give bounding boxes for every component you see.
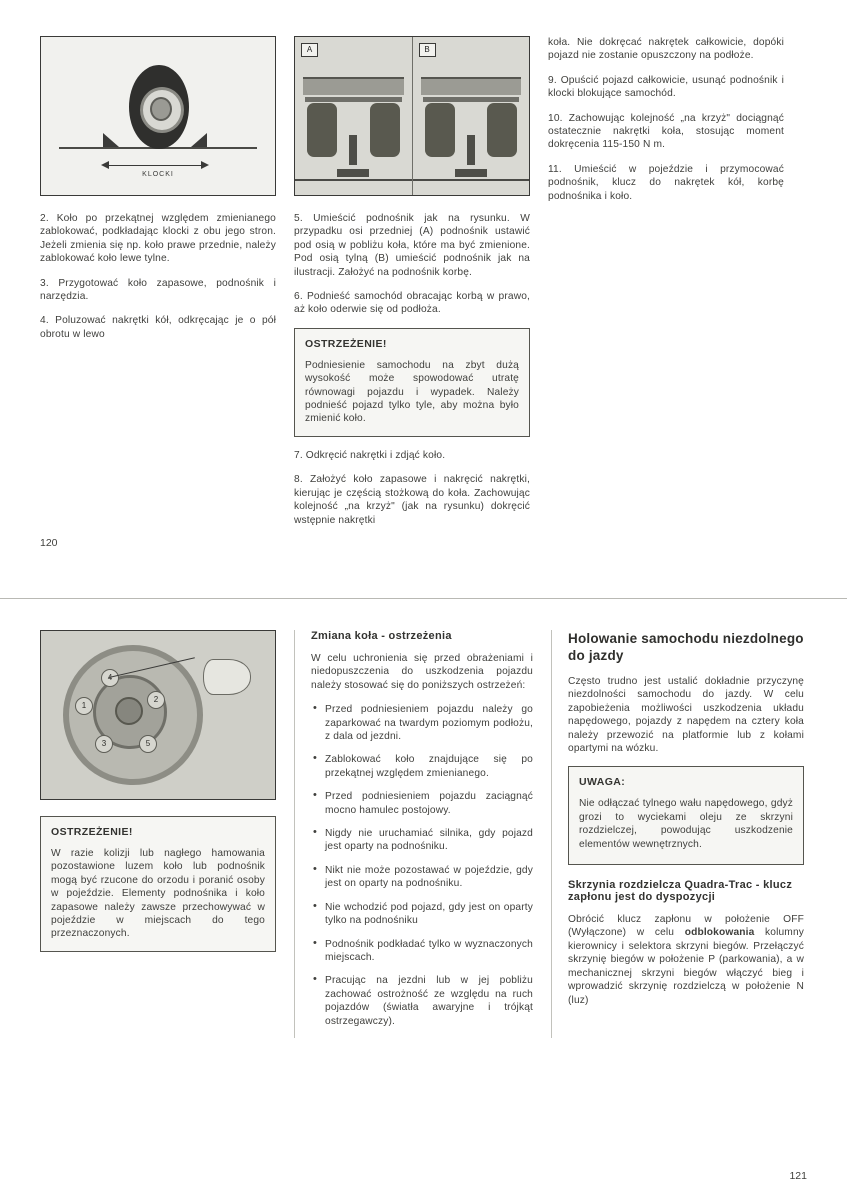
paragraph-intro: W celu uchronienia się przed obrażeniami i niedopuszczenia do uszkodzenia pojazdu należy stosować się do poniższych ostrzeżeń: (311, 653, 533, 691)
list-item: • Nikt nie może pozostawać w pojeździe, gdy jest on oparty na podnośniku. (325, 864, 533, 891)
paragraph-step-2: 2. Koło po przekątnej względem zmienianego zablokować, podkładając klocki z obu jego stron. Jeżeli zmienia się np. koło prawe przednie, należy zablokować koło lewe tylne. (40, 213, 276, 265)
ground-line (413, 179, 530, 181)
nut-callout-2: 2 (147, 691, 165, 709)
tyre-left-icon (307, 103, 337, 157)
list-item: • Nie wchodzić pod pojazd, gdy jest on oparty tylko na podnośniku (325, 901, 533, 928)
quadra-trac-text-emphasis: odblokowania (684, 927, 755, 939)
paragraph-step-3: 3. Przygotować koło zapasowe, podnośnik i narzędzia. (40, 277, 276, 303)
arrow-right-icon (201, 161, 209, 169)
nut-cone-detail-icon (203, 659, 251, 695)
jack-icon (337, 135, 369, 177)
wheel-hub-icon (115, 697, 143, 725)
list-item: • Przed podniesieniem pojazdu należy go zaparkować na twardym poziomym podłożu, z dala od jezdni. (325, 703, 533, 743)
page-120-column-1 (40, 36, 276, 538)
front-axle-icon (305, 97, 402, 102)
warning-box-stowage (40, 816, 276, 952)
hub-icon (150, 97, 172, 121)
dimension-line (103, 165, 207, 166)
tyre-left-icon (425, 103, 455, 157)
page-121-column-2 (294, 630, 533, 1038)
page-121-columns (40, 630, 807, 1038)
page-number-120: 120 (40, 537, 58, 549)
nut-callout-4 (101, 669, 119, 687)
figure-wheel-chocks (40, 36, 276, 196)
page-120-column-3 (548, 36, 784, 538)
nut-callout-1: 1 (75, 697, 93, 715)
figure-nut-sequence (40, 630, 276, 800)
paragraph-quadra-trac (568, 913, 804, 1007)
figure-label-a: A (301, 43, 318, 57)
vehicle-body-icon (421, 77, 522, 95)
warning-box-lifting (294, 328, 530, 437)
warning-title: OSTRZEŻENIE! (305, 337, 387, 350)
paragraph-step-7: 7. Odkręcić nakrętki i zdjąć koło. (294, 449, 446, 461)
figure-jack-placement (294, 36, 530, 196)
paragraph-step-8: 8. Założyć koło zapasowe i nakręcić nakrętki, kierując je częścią stożkową do koła. Zachowując kolejność „na krzyż" (jak na rysunku) dokręcić wstępnie nakrętki (294, 474, 530, 526)
vehicle-body-icon (303, 77, 404, 95)
page-120-columns (40, 36, 807, 538)
warning-bullet-list (311, 703, 533, 1028)
quadra-trac-text-part-1: Obrócić klucz zapłonu w położenie OFF (Wyłączone) w celu (568, 914, 804, 939)
arrow-left-icon (101, 161, 109, 169)
warning-text: Podniesienie samochodu na zbyt dużą wysokość może spowodować utratę równowagi pojazdu i wypadek. Należy podnieść pojazd tylko tyle, aby można było zmienić koło. (305, 359, 519, 425)
paragraph-step-9: 9. Opuścić pojazd całkowicie, usunąć podnośnik i klocki blokujące samochód. (548, 74, 784, 100)
list-item: • Zablokować koło znajdujące się po przekątnej względem zmienianego. (325, 753, 533, 780)
chock-left-icon (103, 133, 119, 147)
paragraph-towing-intro: Często trudno jest ustalić dokładnie przyczynę niezdolności samochodu do jazdy. W celu zapobieżenia możliwości uszkodzenia układu napędowego, pojazdy z napędem na cztery koła należy przewozić na platformie lub z kołami opartymi na wózku. (568, 676, 804, 755)
warning-text: W razie kolizji lub nagłego hamowania pozostawione luzem koło lub podnośnik mogą być rzucone do orzodu i poranić osoby w pojeździe. Elementy podnośnika i koło zapasowe należy zawsze przechowywać w pojeździe w miejscach do tego przeznaczonych. (51, 848, 265, 940)
list-item: • Przed podniesieniem pojazdu zaciągnąć mocno hamulec postojowy. (325, 790, 533, 817)
note-box-driveshaft (568, 766, 804, 865)
list-item: • Podnośnik podkładać tylko w wyznaczonych miejscach. (325, 938, 533, 965)
quadra-trac-text-part-2: kolumny kierownicy i selektora skrzyni biegów. Przełączyć skrzynię biegów w położenie P (parkowania), a w mechanicznej skrzyni biegów włączyć bieg i wprowadzić skrzynię rozdzielczą w położenie N (luz) (568, 927, 805, 1006)
nut-callout-5: 5 (139, 735, 157, 753)
paragraph-step-6: 6. Podnieść samochód obracając korbą w prawo, aż koło oderwie się od podłoża. (294, 291, 530, 316)
figure-label-b: B (419, 43, 436, 57)
ground-line (295, 179, 412, 181)
heading-quadra-trac: Skrzynia rozdzielcza Quadra-Trac - klucz zapłonu jest do dyspozycji (568, 879, 793, 904)
paragraph-step-4: 4. Poluzować nakrętki kół, odkręcając je o pół obrotu w lewo (40, 315, 276, 340)
figure-jack-rear (413, 37, 530, 195)
page-121-column-1 (40, 630, 276, 1038)
list-item: • Nigdy nie uruchamiać silnika, gdy pojazd jest oparty na podnośniku. (325, 827, 533, 854)
chock-right-icon (191, 133, 207, 147)
figure-caption-chocks: KLOCKI (142, 171, 174, 178)
paragraph-step-5: 5. Umieścić podnośnik jak na rysunku. W przypadku osi przedniej (A) podnośnik ustawić pod osią w pobliżu koła, które ma być zmienione. Pod osią tylną (B) umieścić podnośnik jak na ilustracji. Założyć na podnośnik korbę. (294, 213, 530, 278)
note-title: UWAGA: (579, 776, 626, 789)
page-121 (0, 600, 847, 1200)
warning-title: OSTRZEŻENIE! (51, 826, 133, 838)
nut-callout-3: 3 (95, 735, 113, 753)
page-divider (0, 598, 847, 599)
tyre-right-icon (370, 103, 400, 157)
list-item: • Pracując na jezdni lub w jej pobliżu zachować ostrożność ze względu na ruch pojazdów (światła awaryjne i trójkąt ostrzegawczy). (325, 974, 533, 1028)
paragraph-step-11: 11. Umieścić w pojeździe i przymocować podnośnik, klucz do nakrętek kół, korbę podnośnika i koło. (548, 163, 784, 202)
page-121-column-3 (551, 630, 804, 1038)
page-number-121: 121 (789, 1170, 807, 1182)
heading-wheel-change-warnings: Zmiana koła - ostrzeżenia (311, 630, 452, 642)
rear-axle-icon (423, 97, 520, 102)
paragraph-step-10: 10. Zachowując kolejność „na krzyż" dociągnąć ostatecznie nakrętki koła, stosując moment dokręcenia 115-150 N m. (548, 112, 784, 151)
paragraph-step-8-cont: koła. Nie dokręcać nakrętek całkowicie, dopóki pojazd nie zostanie opuszczony na podłoże. (548, 37, 784, 62)
page-120-column-2 (294, 36, 530, 538)
note-text: Nie odłączać tylnego wału napędowego, gdyż grozi to wyciekami oleju ze skrzyni rozdzielczej, powodując uszkodzenie elementów wewnętrznych. (579, 798, 793, 850)
jack-icon (455, 135, 487, 177)
section-title-towing: Holowanie samochodu niezdolnego do jazdy (568, 631, 804, 663)
figure-jack-front (295, 37, 413, 195)
tyre-right-icon (487, 103, 517, 157)
